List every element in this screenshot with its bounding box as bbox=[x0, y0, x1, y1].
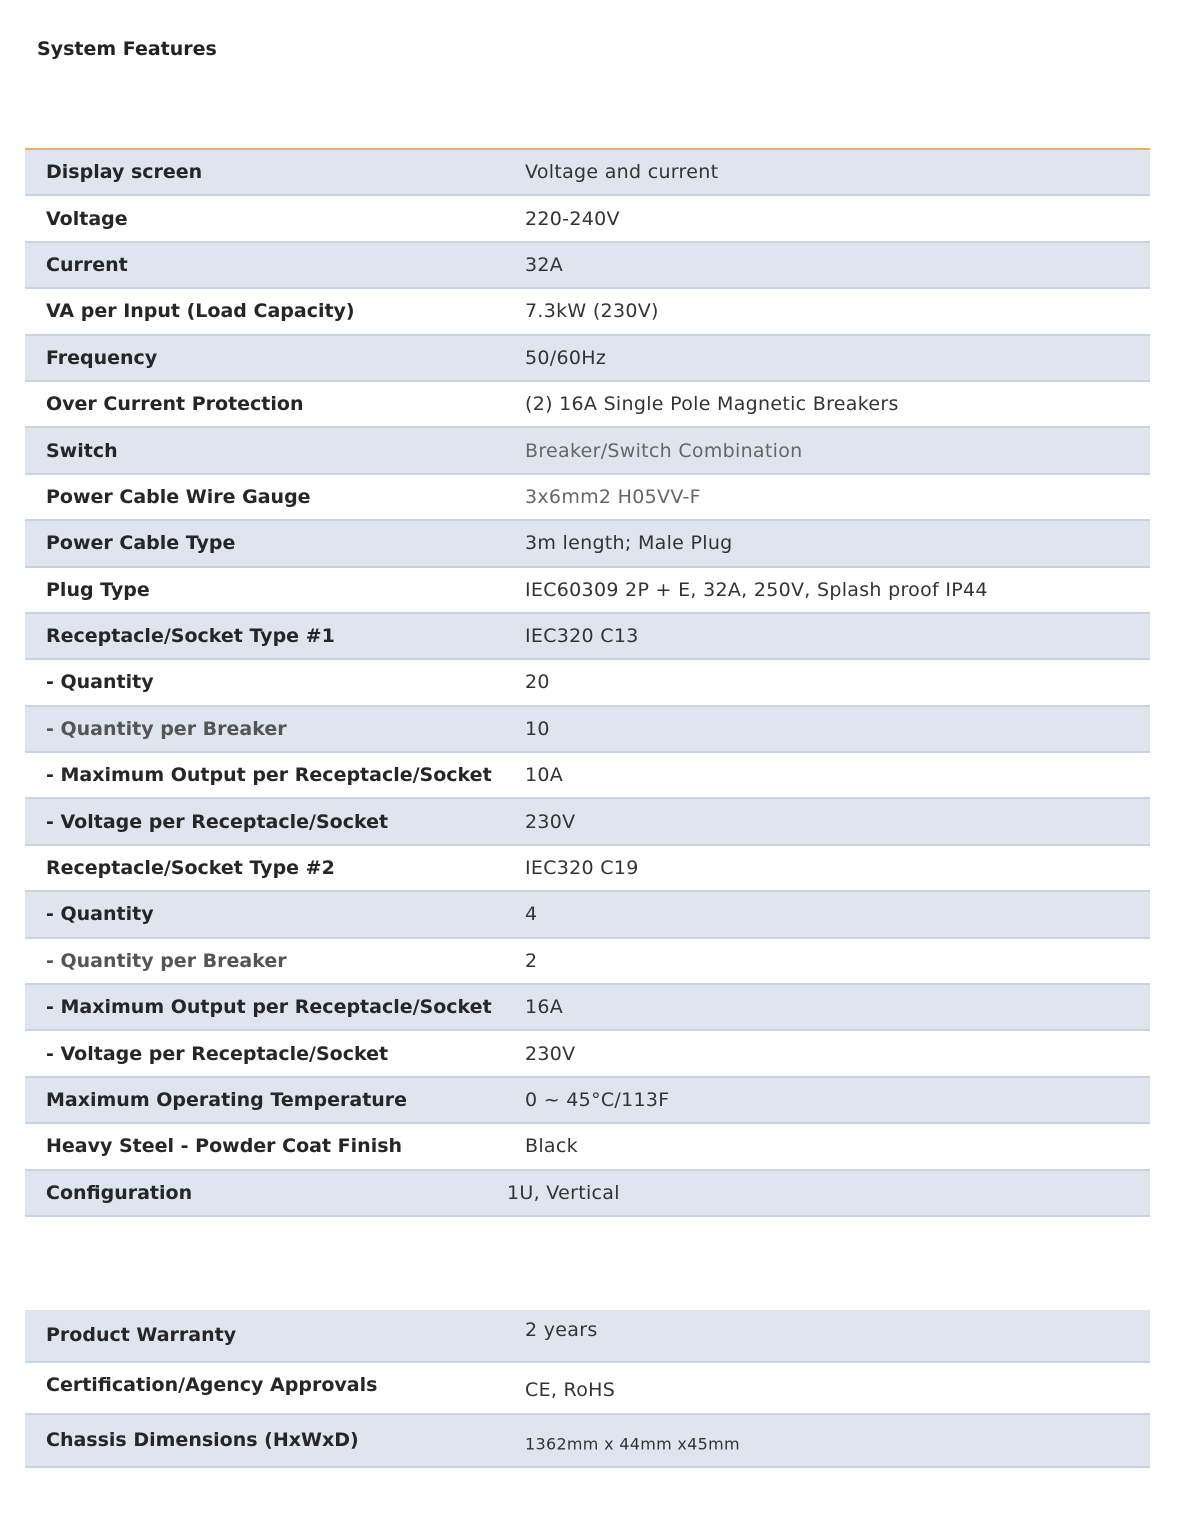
spec-value: IEC320 C19 bbox=[525, 857, 639, 880]
spec-value: 230V bbox=[525, 810, 576, 833]
spec-label: - Quantity per Breaker bbox=[46, 949, 287, 972]
spec-label: Product Warranty bbox=[46, 1324, 237, 1347]
table-row bbox=[25, 475, 1150, 521]
table-row bbox=[25, 614, 1150, 660]
spec-label: Plug Type bbox=[46, 578, 150, 601]
spec-value: 20 bbox=[525, 671, 550, 694]
spec-label: - Voltage per Receptacle/Socket bbox=[46, 810, 389, 833]
table-row bbox=[25, 428, 1150, 474]
table-row bbox=[25, 289, 1150, 335]
spec-value: Breaker/Switch Combination bbox=[525, 439, 803, 462]
spec-value: 220-240V bbox=[525, 207, 620, 230]
spec-label: Chassis Dimensions (HxWxD) bbox=[46, 1429, 359, 1452]
spec-label: Certification/Agency Approvals bbox=[46, 1374, 378, 1397]
table-row bbox=[25, 660, 1150, 706]
spec-table bbox=[25, 148, 1150, 1217]
spec-label: - Maximum Output per Receptacle/Socket bbox=[46, 764, 492, 787]
spec-label: Display screen bbox=[46, 161, 203, 184]
table-row bbox=[25, 336, 1150, 382]
spec-label: Configuration bbox=[46, 1181, 193, 1204]
table-row bbox=[25, 1031, 1150, 1077]
spec-label: - Voltage per Receptacle/Socket bbox=[46, 1042, 389, 1065]
table-row bbox=[25, 707, 1150, 753]
spec-label: - Quantity per Breaker bbox=[46, 717, 287, 740]
table-row bbox=[25, 1171, 1150, 1217]
spec-value: CE, RoHS bbox=[525, 1379, 616, 1402]
table-row bbox=[25, 892, 1150, 938]
table-row bbox=[25, 1363, 1150, 1416]
table-row bbox=[25, 985, 1150, 1031]
spec-value: (2) 16A Single Pole Magnetic Breakers bbox=[525, 393, 899, 416]
table-row bbox=[25, 846, 1150, 892]
spec-label: Over Current Protection bbox=[46, 393, 304, 416]
table-row bbox=[25, 939, 1150, 985]
spec-value: IEC320 C13 bbox=[525, 625, 639, 648]
table-row bbox=[25, 799, 1150, 845]
spec-value: 7.3kW (230V) bbox=[525, 300, 659, 323]
spec-label: Voltage bbox=[46, 207, 128, 230]
spec-value: Voltage and current bbox=[525, 161, 719, 184]
spec-value: 3m length; Male Plug bbox=[525, 532, 733, 555]
spec-value: 2 bbox=[525, 949, 538, 972]
spec-value: 1U, Vertical bbox=[507, 1181, 620, 1204]
spec-value: 230V bbox=[525, 1042, 576, 1065]
table-row bbox=[25, 382, 1150, 428]
page-title: System Features bbox=[37, 38, 217, 60]
table-row bbox=[25, 1078, 1150, 1124]
spec-value: 4 bbox=[525, 903, 538, 926]
spec-label: Switch bbox=[46, 439, 118, 462]
spec-label: - Quantity bbox=[46, 903, 154, 926]
table-row bbox=[25, 568, 1150, 614]
spec-value: Black bbox=[525, 1135, 578, 1158]
table-row bbox=[25, 521, 1150, 567]
spec-label: Receptacle/Socket Type #1 bbox=[46, 625, 335, 648]
spec-value: 10A bbox=[525, 764, 564, 787]
spec-value: 1362mm x 44mm x45mm bbox=[525, 1434, 740, 1454]
table-row bbox=[25, 1310, 1150, 1363]
spec-label: Frequency bbox=[46, 346, 158, 369]
table-row bbox=[25, 753, 1150, 799]
spec-value: 16A bbox=[525, 996, 564, 1019]
spec-label: Power Cable Type bbox=[46, 532, 236, 555]
spec-value: IEC60309 2P + E, 32A, 250V, Splash proof IP44 bbox=[525, 578, 988, 601]
spec-value: 2 years bbox=[525, 1319, 598, 1342]
table-row bbox=[25, 1124, 1150, 1170]
spec-label: Receptacle/Socket Type #2 bbox=[46, 857, 335, 880]
spec-label: Maximum Operating Temperature bbox=[46, 1089, 408, 1111]
spec-label: Power Cable Wire Gauge bbox=[46, 485, 311, 508]
spec-value: 3x6mm2 H05VV-F bbox=[525, 485, 701, 508]
spec-label: - Maximum Output per Receptacle/Socket bbox=[46, 996, 492, 1019]
spec-value: 0 ~ 45°C/113F bbox=[525, 1089, 670, 1111]
spec-label: Current bbox=[46, 253, 128, 276]
table-row bbox=[25, 150, 1150, 196]
spec-value: 10 bbox=[525, 717, 550, 740]
spec-value: 32A bbox=[525, 253, 564, 276]
spec-label: - Quantity bbox=[46, 671, 154, 694]
warranty-table bbox=[25, 1310, 1150, 1468]
table-row bbox=[25, 243, 1150, 289]
spec-value: 50/60Hz bbox=[525, 346, 607, 369]
spec-label: Heavy Steel - Powder Coat Finish bbox=[46, 1135, 403, 1158]
table-row bbox=[25, 1415, 1150, 1468]
spec-label: VA per Input (Load Capacity) bbox=[46, 300, 355, 323]
table-row bbox=[25, 196, 1150, 242]
